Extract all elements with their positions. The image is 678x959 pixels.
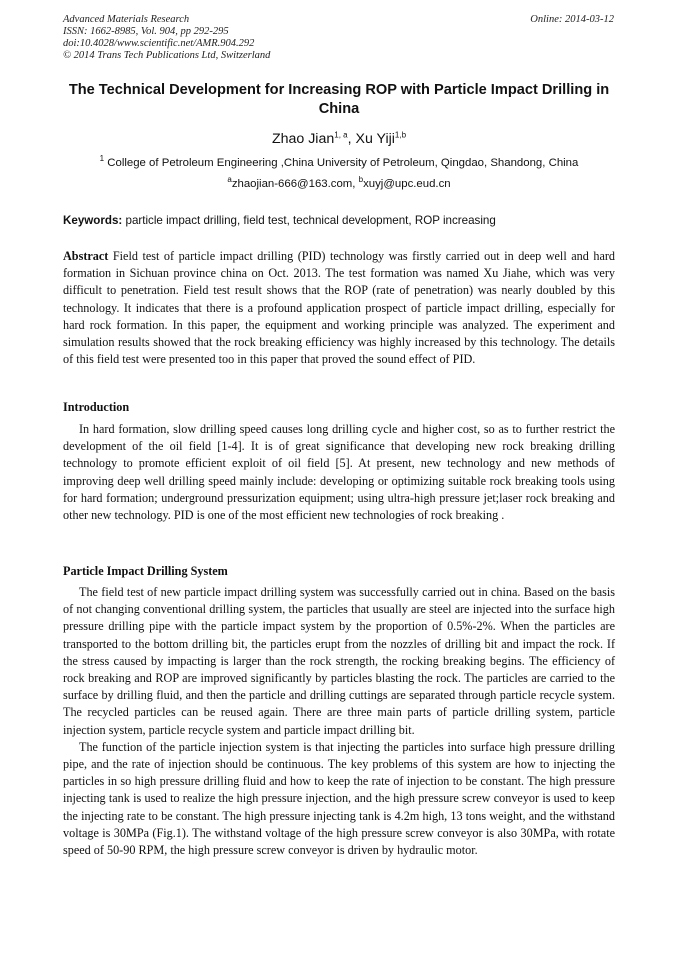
introduction-body	[63, 421, 615, 524]
keywords-text: particle impact drilling, field test, technical development, ROP increasing	[122, 214, 496, 227]
affiliation-text: College of Petroleum Engineering ,China University of Petroleum, Qingdao, Shandong, China	[107, 157, 579, 169]
abstract-label: Abstract	[63, 249, 109, 263]
author-line	[0, 130, 678, 148]
journal-header	[63, 14, 270, 62]
abstract-text: Field test of particle impact drilling (PID) technology was firstly carried out in deep well and hard formation in Sichuan province china on Oct. 2013. The test formation was named Xu Jiahe, which was very difficult to penetration. Field test result shows that the ROP (rate of penetration) was nearly doubled by this technology. It indicates that there is a profound application prospect of particle impact drilling, especially for hard rock formation. In this paper, the equipment and working principle was analyzed. The experiment and simulation results showed that the rock breaking efficiency was highly increased by this technology. The details of this field test were presented too in this paper that proved the sound effect of PID.	[63, 249, 615, 367]
introduction-paragraph: In hard formation, slow drilling speed causes long drilling cycle and higher cost, so as to further restrict the development of the oil field [1-4]. It is of great significance that developing new rock breaking drilling technology to promote efficient exploit of oil field [5]. At present, new technology and new methods of improving deep well drilling speed mainly include: developing or optimizing suitable rock breaking tools using for hard formation; underground pressurization equipment; using ultra-high pressure jet;laser rock breaking and other new technology. PID is one of the most efficient new technologies of rock breaking .	[63, 422, 615, 523]
author-2-sup: 1,b	[394, 130, 407, 140]
author-2: Xu Yiji	[355, 131, 395, 147]
pid-system-paragraph-2: The function of the particle injection system is that injecting the particles into surface high pressure drilling pipe, and the rate of injection should be continuous. The key problems of this system are how to injecting the particles in so high pressure drilling fluid and how to keep the rate of injection to be constant. The high pressure injecting tank is used to realize the high pressure injection, and the high pressure screw conveyor is used to keep the injecting rate to be constant. The high pressure injecting tank is 4.2m high, 13 tons weight, and the withstand voltage is 30MPa (Fig.1). The withstand voltage of the high pressure screw conveyor is also 30MPa, with rotate speed of 50-90 RPM, the high pressure screw conveyor is driven by hydraulic motor.	[63, 739, 615, 858]
email-a[interactable]: zhaojian-666@163.com,	[231, 178, 359, 190]
copyright-line: © 2014 Trans Tech Publications Ltd, Switzerland	[63, 50, 271, 61]
online-date: Online: 2014-03-12	[530, 14, 614, 25]
affiliation	[0, 156, 678, 170]
author-separator: ,	[347, 131, 356, 147]
journal-name: Advanced Materials Research	[63, 14, 190, 25]
email-b[interactable]: xuyj@upc.eud.cn	[363, 178, 451, 190]
pid-system-paragraph-1: The field test of new particle impact drilling system was successfully carried out in china. Based on the basis of not changing conventional drilling system, the particles that usually are steel are injected into the surface high pressure drilling pipe with the particle impact system by the proportion of 0.5%-2%. When the particles are transported to the bottom drilling bit, the particles erupt from the nozzles of drilling bit and impact the rock. If the stress caused by impacting is larger than the rock strength, the rocking breaking begins. The efficiency of rock breaking and ROP are improved significantly by particles blasting the rock. The particles are carried to the surface by drilling fluid, and then the particle and drilling cuttings are separated through particle recycle system. The recycled particles can be reused again. There are three main parts of particle drilling system, particle injection system, particle recycle system and particle impact drilling bit.	[63, 585, 615, 737]
keywords-label: Keywords:	[63, 214, 123, 227]
email-line	[0, 177, 678, 191]
author-1-sup: 1, a	[334, 130, 348, 140]
email-a-sup: a	[227, 175, 232, 185]
affiliation-sup: 1	[99, 154, 105, 164]
keywords	[63, 214, 615, 228]
author-1: Zhao Jian	[271, 131, 335, 147]
abstract	[63, 248, 615, 368]
pid-system-body	[63, 584, 615, 859]
introduction-heading: Introduction	[63, 400, 130, 414]
paper-title: The Technical Development for Increasing ROP with Particle Impact Drilling in China	[68, 82, 610, 117]
email-b-sup: b	[358, 175, 364, 185]
issn-line: ISSN: 1662-8985, Vol. 904, pp 292-295	[63, 26, 229, 37]
doi-line: doi:10.4028/www.scientific.net/AMR.904.292	[63, 38, 255, 49]
pid-system-heading: Particle Impact Drilling System	[63, 564, 228, 578]
